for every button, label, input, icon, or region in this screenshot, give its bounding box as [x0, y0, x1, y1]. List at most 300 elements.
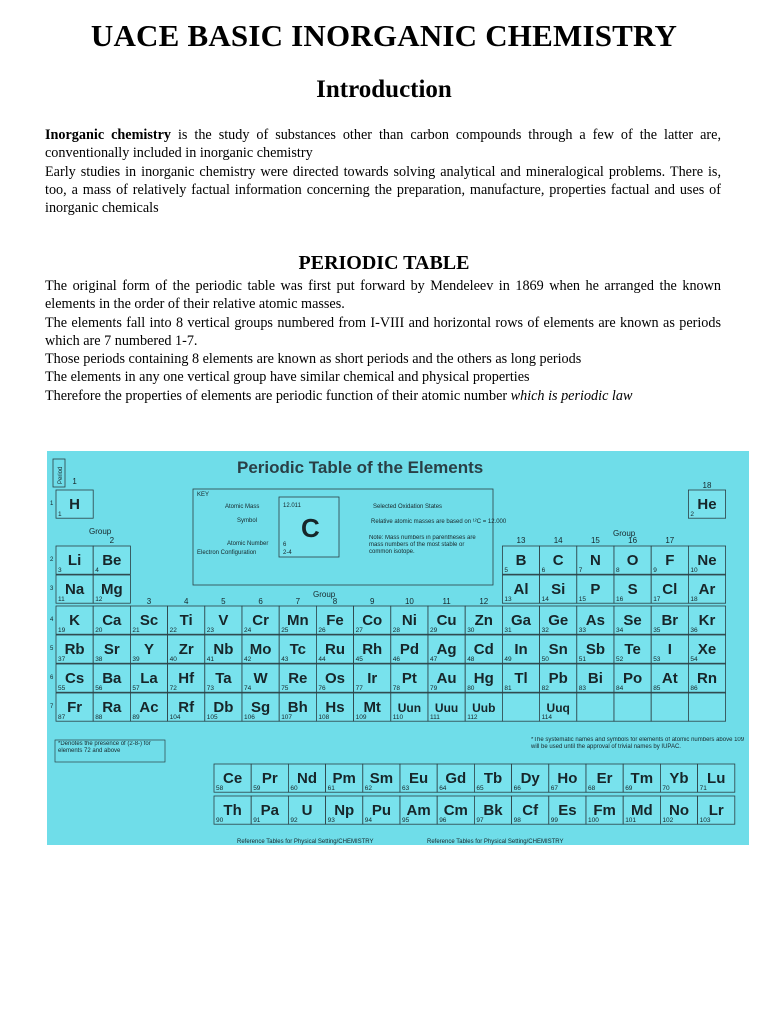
element-cell-uub — [465, 693, 502, 721]
atomic-number: 71 — [699, 785, 707, 793]
element-cell-ru — [316, 635, 353, 663]
atomic-number: 78 — [392, 685, 401, 693]
element-symbol: Ni — [401, 612, 417, 629]
element-symbol: Cd — [473, 641, 494, 658]
element-symbol: Th — [223, 802, 242, 819]
atomic-number: 16 — [616, 596, 624, 604]
element-symbol: Tc — [289, 641, 307, 658]
element-symbol: Tm — [630, 770, 654, 787]
intro-paragraph-1 — [45, 126, 721, 163]
period-number: 3 — [50, 586, 54, 592]
element-symbol: Cr — [252, 612, 269, 629]
element-cell-ge — [540, 606, 577, 634]
element-symbol: Pt — [401, 670, 417, 687]
lanthanide-cells — [214, 764, 735, 792]
atomic-number: 86 — [690, 685, 698, 693]
intro-heading: Introduction — [316, 76, 452, 103]
bottom-caption-right: Reference Tables for Physical Setting/CHEMISTRY — [427, 839, 564, 845]
element-symbol: Zr — [178, 641, 194, 658]
atomic-number: 14 — [541, 596, 549, 604]
element-cell-b — [502, 546, 539, 574]
atomic-number: 35 — [653, 627, 661, 635]
element-cell-cr — [242, 606, 279, 634]
atomic-number: 54 — [690, 656, 698, 664]
period-number: 7 — [50, 704, 54, 710]
group-number: 11 — [442, 597, 451, 606]
element-cell-s — [614, 575, 651, 603]
atomic-number: 45 — [355, 656, 363, 664]
actinide-cell-bk — [474, 796, 511, 824]
element-symbol: Es — [558, 802, 577, 819]
group-number: 15 — [590, 536, 600, 545]
atomic-number: 44 — [318, 656, 326, 664]
element-cell-y — [130, 635, 167, 663]
group-label-middle: Group — [313, 590, 336, 599]
atomic-number: 11 — [58, 596, 65, 604]
atomic-number: 87 — [58, 714, 66, 722]
atomic-number: 25 — [281, 627, 289, 635]
atomic-number: 27 — [355, 627, 363, 635]
actinide-cell-lr — [698, 796, 735, 824]
actinide-cell-pu — [363, 796, 400, 824]
atomic-number: 31 — [504, 627, 512, 635]
element-symbol: Am — [406, 802, 431, 819]
group-number: 7 — [295, 597, 301, 606]
atomic-number: 96 — [439, 817, 447, 825]
lanthanide-cell-eu — [400, 764, 437, 792]
element-symbol: No — [669, 802, 689, 819]
pt-paragraph-5 — [45, 387, 721, 405]
element-symbol: Sr — [103, 641, 120, 658]
element-symbol: Pu — [371, 802, 391, 819]
actinide-cell-th — [214, 796, 251, 824]
actinide-cell-pa — [251, 796, 288, 824]
empty-cell — [502, 693, 539, 721]
group-number: 2 — [109, 536, 115, 545]
element-cell-f — [651, 546, 688, 574]
atomic-number: 13 — [504, 596, 512, 604]
element-symbol: K — [69, 612, 81, 629]
atomic-number: 53 — [653, 656, 661, 664]
atomic-number: 41 — [206, 656, 215, 664]
element-cell-cs — [56, 664, 93, 692]
periodic-table-heading: PERIODIC TABLE — [298, 252, 470, 274]
atomic-number: 21 — [132, 627, 140, 635]
atomic-number: 110 — [392, 714, 404, 722]
atomic-number: 104 — [169, 714, 181, 722]
period-numbers — [50, 501, 54, 710]
atomic-number: 77 — [355, 685, 363, 693]
element-cell-tc — [279, 635, 316, 663]
element-cell-ra — [93, 693, 130, 721]
element-symbol: Ga — [510, 612, 532, 629]
atomic-number: 23 — [206, 627, 215, 635]
element-symbol: N — [589, 552, 601, 569]
atomic-number: 58 — [216, 785, 224, 793]
key-atomic-number-label: Atomic Number — [227, 541, 269, 547]
element-cell-zr — [168, 635, 205, 663]
element-cell-w — [242, 664, 279, 692]
element-symbol: Ru — [325, 641, 345, 658]
atomic-number: 103 — [699, 817, 711, 825]
atomic-number: 52 — [616, 656, 624, 664]
period-number: 1 — [50, 501, 54, 507]
bottom-caption-left: Reference Tables for Physical Setting/CHEMISTRY — [237, 839, 374, 845]
actinide-cell-np — [326, 796, 363, 824]
element-symbol: Fr — [67, 699, 83, 716]
element-cell-tl — [502, 664, 539, 692]
lanthanide-cell-sm — [363, 764, 400, 792]
atomic-number: 29 — [430, 627, 438, 635]
element-symbol: Sm — [369, 770, 394, 787]
element-cell-sb — [577, 635, 614, 663]
element-symbol: U — [301, 802, 313, 819]
atomic-number: 105 — [206, 714, 218, 722]
atomic-number: 7 — [578, 567, 583, 575]
element-cell-as — [577, 606, 614, 634]
atomic-number: 49 — [504, 656, 512, 664]
periodic-table-svg — [47, 451, 749, 845]
element-symbol: Pm — [332, 770, 356, 787]
element-cell-sc — [130, 606, 167, 634]
atomic-number: 10 — [690, 567, 698, 575]
pt-p5-text: Therefore the properties of elements are periodic function of their atomic number — [45, 387, 511, 404]
element-symbol: Rb — [64, 641, 85, 658]
atomic-number: 28 — [392, 627, 401, 635]
group-number: 10 — [404, 597, 414, 606]
element-symbol: B — [515, 552, 527, 569]
element-cell-pd — [391, 635, 428, 663]
actinide-cell-cf — [512, 796, 549, 824]
element-symbol: He — [697, 496, 717, 513]
element-symbol: Fe — [326, 612, 344, 629]
element-cell-mt — [354, 693, 391, 721]
footnote-left: *Denotes the presence of (2-8-) for elements 72 and above — [58, 741, 151, 754]
group-number: 6 — [258, 597, 263, 606]
element-cell-la — [130, 664, 167, 692]
element-symbol: Co — [362, 612, 383, 629]
element-symbol: Uuu — [434, 701, 459, 715]
atomic-number: 32 — [541, 627, 549, 635]
atomic-number: 81 — [504, 685, 512, 693]
actinide-cell-am — [400, 796, 437, 824]
actinide-cell-no — [660, 796, 697, 824]
intro-p1-text: is the study of substances other than carbon compounds through a few of the latter are, conventionally included in inorganic chemistry — [45, 127, 721, 162]
element-cell-rh — [354, 635, 391, 663]
atomic-number: 19 — [58, 627, 66, 635]
element-symbol: Al — [513, 581, 529, 598]
atomic-number: 8 — [616, 567, 620, 575]
figure-title: Periodic Table of the Elements — [237, 458, 484, 477]
element-cell-ir — [354, 664, 391, 692]
element-cell-cd — [465, 635, 502, 663]
element-symbol: Br — [661, 612, 679, 629]
atomic-number: 114 — [541, 714, 552, 722]
atomic-number: 90 — [216, 817, 224, 825]
element-cell-ti — [168, 606, 205, 634]
element-cell-ac — [130, 693, 167, 721]
element-cell-rf — [168, 693, 205, 721]
key-config-value: 2-4 — [283, 550, 292, 556]
key-symbol-value: C — [301, 513, 320, 543]
element-cell-c — [540, 546, 577, 574]
element-symbol: Au — [436, 670, 457, 687]
atomic-number: 109 — [355, 714, 367, 722]
atomic-number: 40 — [169, 656, 177, 664]
element-cell-mn — [279, 606, 316, 634]
element-symbol: Cl — [662, 581, 678, 598]
atomic-number: 24 — [244, 627, 252, 635]
element-symbol: Xe — [697, 641, 717, 658]
element-symbol: S — [627, 581, 638, 598]
element-symbol: Tb — [483, 770, 503, 787]
atomic-number: 62 — [364, 785, 373, 793]
element-cell-mg — [93, 575, 130, 603]
atomic-number: 107 — [281, 714, 293, 722]
element-cell-ca — [93, 606, 130, 634]
atomic-number: 17 — [653, 596, 661, 604]
atomic-number: 60 — [290, 785, 298, 793]
atomic-number: 75 — [281, 685, 289, 693]
intro-section — [45, 126, 721, 217]
atomic-number: 92 — [290, 817, 298, 825]
key-atomic-mass-label: Atomic Mass — [225, 504, 260, 510]
element-symbol: V — [218, 612, 229, 629]
atomic-number: 97 — [476, 817, 484, 825]
element-cell-fe — [316, 606, 353, 634]
intro-bold-term: Inorganic chemistry — [45, 127, 171, 143]
key-note-2: Note: Mass numbers in parentheses are mass numbers of the most stable or common isotope. — [369, 535, 476, 555]
element-symbol: Po — [623, 670, 643, 687]
element-symbol: Li — [67, 552, 82, 569]
element-symbol: Na — [65, 581, 85, 598]
element-cell-al — [502, 575, 539, 603]
element-symbol: Zn — [474, 612, 493, 629]
element-cell-fr — [56, 693, 93, 721]
element-cell-zn — [465, 606, 502, 634]
element-symbol: Nd — [297, 770, 317, 787]
pt-paragraph-4: The elements in any one vertical group have similar chemical and physical properties — [45, 369, 530, 386]
element-symbol: F — [665, 552, 675, 569]
element-symbol: Cu — [436, 612, 457, 629]
group-number: 4 — [183, 597, 189, 606]
lanthanide-cell-nd — [288, 764, 325, 792]
atomic-number: 84 — [616, 685, 624, 693]
intro-paragraph-2: Early studies in inorganic chemistry were directed towards solving analytical and mineralogical problems. There is, too, a mass of relatively factual information concerning the preparation, manufacture, properties factual and uses of inorganic chemicals — [45, 163, 721, 217]
element-symbol: Sc — [139, 612, 159, 629]
atomic-number: 6 — [541, 567, 546, 575]
element-symbol: Ti — [179, 612, 193, 629]
atomic-number: 33 — [578, 627, 587, 635]
element-cell-te — [614, 635, 651, 663]
atomic-number: 59 — [253, 785, 261, 793]
atomic-number: 69 — [625, 785, 633, 793]
element-cell-uun — [391, 693, 428, 721]
atomic-number: 38 — [95, 656, 103, 664]
element-cell-os — [316, 664, 353, 692]
element-symbol: Ag — [436, 641, 457, 658]
atomic-number: 108 — [318, 714, 330, 722]
atomic-number: 89 — [132, 714, 140, 722]
empty-cell — [651, 693, 688, 721]
atomic-number: 37 — [58, 656, 66, 664]
element-cell-v — [205, 606, 242, 634]
atomic-number: 112 — [467, 714, 478, 722]
lanthanide-cell-tb — [474, 764, 511, 792]
atomic-number: 57 — [132, 685, 140, 693]
element-symbol: Pr — [261, 770, 278, 787]
atomic-number: 106 — [244, 714, 255, 722]
element-symbol: Mn — [286, 612, 309, 629]
element-symbol: Re — [288, 670, 308, 687]
atomic-number: 74 — [244, 685, 252, 693]
element-cell-kr — [688, 606, 725, 634]
key-note-1: Relative atomic masses are based on ¹²C = 12.000 — [371, 519, 507, 525]
element-cell-p — [577, 575, 614, 603]
element-cell-n — [577, 546, 614, 574]
element-cell-in — [502, 635, 539, 663]
group-number: 1 — [72, 477, 77, 486]
element-symbol: Hg — [473, 670, 494, 687]
element-symbol: Db — [213, 699, 234, 716]
element-symbol: Cf — [522, 802, 539, 819]
actinide-cell-fm — [586, 796, 623, 824]
element-cell-uuu — [428, 693, 465, 721]
lanthanide-cell-yb — [660, 764, 697, 792]
element-symbol: Se — [623, 612, 642, 629]
element-symbol: Ac — [139, 699, 159, 716]
element-symbol: Er — [596, 770, 613, 787]
element-cell-db — [205, 693, 242, 721]
element-symbol: Si — [551, 581, 566, 598]
group-number: 9 — [369, 597, 375, 606]
element-cell-hs — [316, 693, 353, 721]
period-number: 6 — [50, 675, 54, 681]
atomic-number: 95 — [402, 817, 410, 825]
element-cell-cu — [428, 606, 465, 634]
element-symbol: Md — [630, 802, 653, 819]
lanthanide-cell-lu — [698, 764, 735, 792]
atomic-number: 61 — [327, 785, 335, 793]
lanthanide-cell-ce — [214, 764, 251, 792]
atomic-number: 72 — [169, 685, 177, 693]
element-symbol: Sg — [251, 699, 271, 716]
element-symbol: Ce — [223, 770, 243, 787]
group-number: 17 — [665, 536, 675, 545]
group-label-right: Group — [613, 529, 636, 538]
group-number: 12 — [479, 597, 489, 606]
element-symbol: Mt — [363, 699, 381, 716]
element-cell-bi — [577, 664, 614, 692]
element-symbol: O — [626, 552, 639, 569]
element-symbol: W — [253, 670, 268, 687]
element-cell-cl — [651, 575, 688, 603]
element-symbol: Ar — [698, 581, 716, 598]
pt-paragraph-2: The elements fall into 8 vertical groups numbered from I-VIII and horizontal rows of elements are known as periods which are 7 numbered 1-7. — [45, 314, 721, 349]
atomic-number: 2 — [690, 511, 695, 519]
atomic-number: 80 — [467, 685, 475, 693]
periodic-law-italic: which is periodic law — [510, 387, 633, 404]
key-electron-config-label: Electron Configuration — [197, 550, 257, 556]
atomic-number: 26 — [318, 627, 326, 635]
actinide-cell-es — [549, 796, 586, 824]
atomic-number: 4 — [95, 567, 99, 575]
element-symbol: Ne — [697, 552, 717, 569]
element-symbol: Lu — [707, 770, 726, 787]
atomic-number: 42 — [244, 656, 252, 664]
element-cell-k — [56, 606, 93, 634]
element-symbol: Mg — [100, 581, 123, 598]
element-cell-xe — [688, 635, 725, 663]
lanthanide-cell-tm — [623, 764, 660, 792]
element-symbol: Mo — [249, 641, 272, 658]
element-symbol: Ba — [102, 670, 122, 687]
element-cell-rb — [56, 635, 93, 663]
element-symbol: Eu — [409, 770, 429, 787]
actinide-cells — [214, 796, 735, 824]
element-symbol: Hs — [325, 699, 345, 716]
element-cell-sn — [540, 635, 577, 663]
element-symbol: Rh — [362, 641, 383, 658]
element-symbol: Ra — [102, 699, 122, 716]
group-number: 3 — [146, 597, 152, 606]
atomic-number: 9 — [653, 567, 657, 575]
document-title: UACE BASIC INORGANIC CHEMISTRY — [90, 18, 678, 53]
atomic-number: 46 — [392, 656, 401, 664]
atomic-number: 67 — [550, 785, 559, 793]
atomic-number: 48 — [467, 656, 475, 664]
element-symbol: C — [552, 552, 564, 569]
element-symbol: Nb — [213, 641, 234, 658]
atomic-number: 5 — [504, 567, 509, 575]
element-cell-li — [56, 546, 93, 574]
element-symbol: Cm — [443, 802, 468, 819]
atomic-number: 82 — [541, 685, 549, 693]
element-symbol: Gd — [445, 770, 467, 787]
atomic-number: 100 — [588, 817, 599, 825]
element-symbol: At — [661, 670, 678, 687]
element-cell-po — [614, 664, 651, 692]
element-symbol: Lr — [708, 802, 724, 819]
element-symbol: Bh — [287, 699, 308, 716]
period-number: 5 — [50, 646, 54, 652]
element-symbol: Pb — [548, 670, 568, 687]
lanthanide-cell-gd — [437, 764, 474, 792]
empty-cell — [614, 693, 651, 721]
element-symbol: Np — [334, 802, 355, 819]
atomic-number: 111 — [430, 714, 440, 722]
element-symbol: Pa — [260, 802, 279, 819]
atomic-number: 65 — [476, 785, 484, 793]
element-symbol: Yb — [669, 770, 689, 787]
element-cell-sr — [93, 635, 130, 663]
atomic-number: 88 — [95, 714, 103, 722]
atomic-number: 94 — [364, 817, 373, 825]
element-cell-uuq — [540, 693, 577, 721]
atomic-number: 66 — [513, 785, 521, 793]
lanthanide-cell-er — [586, 764, 623, 792]
element-cell-pt — [391, 664, 428, 692]
atomic-number: 83 — [578, 685, 587, 693]
element-symbol: Fm — [593, 802, 616, 819]
element-cell-nb — [205, 635, 242, 663]
atomic-number: 85 — [653, 685, 661, 693]
empty-cell — [688, 693, 725, 721]
element-cell-at — [651, 664, 688, 692]
key-box — [193, 489, 507, 585]
actinide-cell-u — [288, 796, 325, 824]
element-cell-sg — [242, 693, 279, 721]
